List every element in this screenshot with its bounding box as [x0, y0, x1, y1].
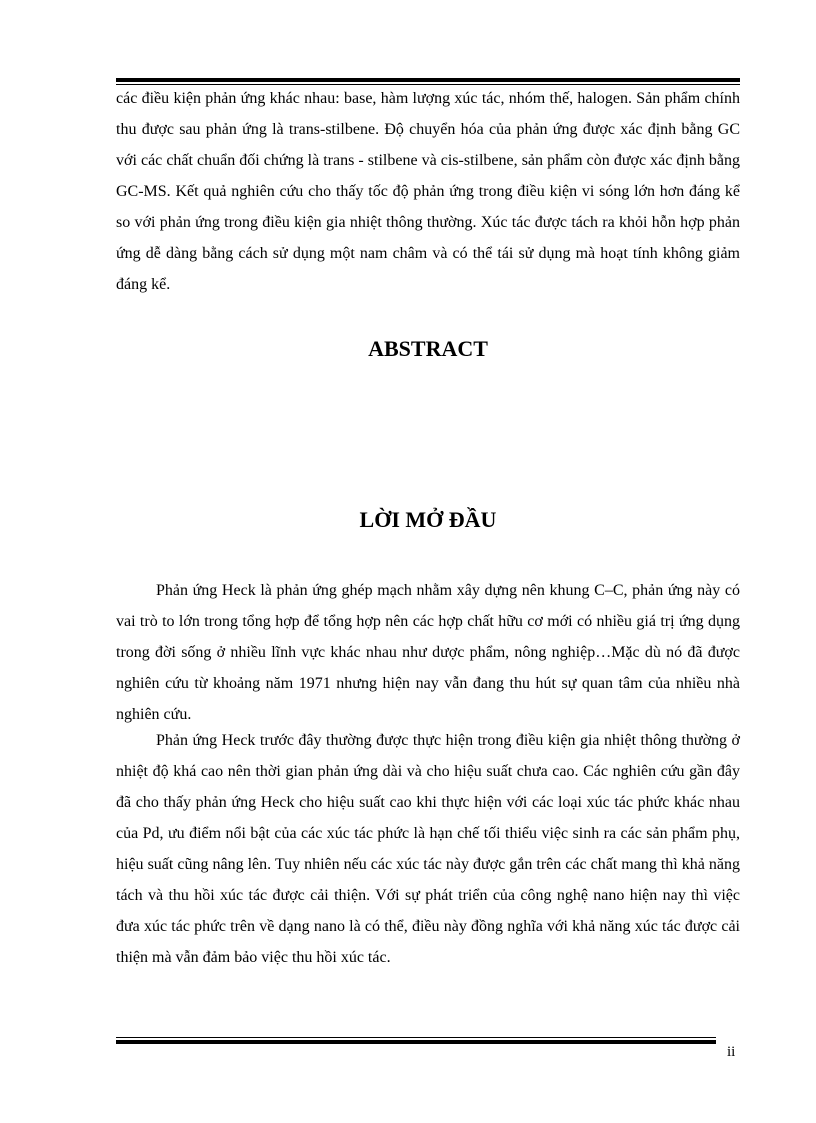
footer-rule [116, 1037, 716, 1044]
page-number: ii [727, 1044, 736, 1060]
introduction-heading: LỜI MỞ ĐẦU [359, 507, 497, 532]
summary-paragraph-continued: các điều kiện phản ứng khác nhau: base, hàm lượng xúc tác, nhóm thế, halogen. Sản phẩm chính thu được sau phản ứng là trans-stilbene. Độ chuyển hóa của phản ứng được xác định bằng GC với các chất chuẩn đối chứng là trans - stilbene và cis-stilbene, sản phẩm còn được xác định bằng GC-MS. Kết quả nghiên cứu cho thấy tốc độ phản ứng trong điều kiện vi sóng lớn hơn đáng kể so với phản ứng trong điều kiện gia nhiệt thông thường. Xúc tác được tách ra khỏi hỗn hợp phản ứng dễ dàng bằng cách sử dụng một nam châm và có thể tái sử dụng mà hoạt tính không giảm đáng kể. [116, 90, 740, 293]
introduction-paragraph-1: Phản ứng Heck là phản ứng ghép mạch nhằm xây dựng nên khung C–C, phản ứng này có vai trò to lớn trong tổng hợp để tổng hợp nên các hợp chất hữu cơ mới có nhiều giá trị ứng dụng trong đời sống ở nhiều lĩnh vực khác nhau như dược phẩm, nông nghiệp…Mặc dù nó đã được nghiên cứu từ khoảng năm 1971 nhưng hiện nay vẫn đang thu hút sự quan tâm của nhiều nhà nghiên cứu. [116, 582, 740, 723]
abstract-heading: ABSTRACT [368, 336, 488, 361]
introduction-paragraph-2: Phản ứng Heck trước đây thường được thực hiện trong điều kiện gia nhiệt thông thường ở nhiệt độ khá cao nên thời gian phản ứng dài và cho hiệu suất chưa cao. Các nghiên cứu gần đây đã cho thấy phản ứng Heck cho hiệu suất cao khi thực hiện với các loại xúc tác phức khác nhau của Pd, ưu điểm nổi bật của các xúc tác phức là hạn chế tối thiểu việc sinh ra các sản phẩm phụ, hiệu suất cũng nâng lên. Tuy nhiên nếu các xúc tác này được gắn trên các chất mang thì khả năng tách và thu hồi xúc tác được cải thiện. Với sự phát triển của công nghệ nano hiện nay thì việc đưa xúc tác phức trên về dạng nano là có thể, điều này đồng nghĩa với khả năng xúc tác được cải thiện mà vẫn đảm bảo việc thu hồi xúc tác. [116, 732, 740, 966]
